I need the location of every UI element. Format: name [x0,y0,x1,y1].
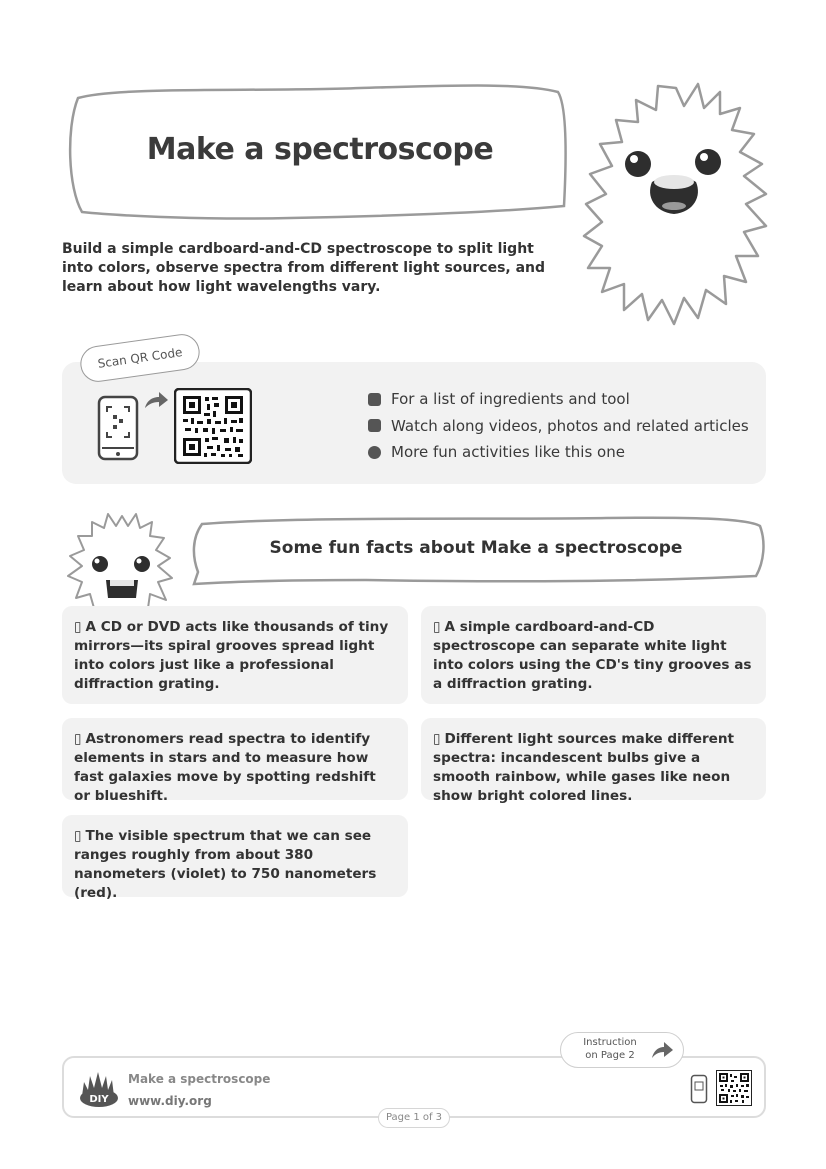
fact-text: A CD or DVD acts like thousands of tiny mirrors—its spiral grooves spread light into colors just like a professional diffraction grating. [74,619,389,692]
fact-card [62,815,408,901]
fact-card [62,606,408,704]
qr-benefit-label: Watch along videos, photos and related articles [391,416,749,435]
instruction-line-1: Instruction [583,1037,637,1048]
instruction-label [574,1036,646,1062]
diy-logo [78,1068,120,1108]
page-title: Make a spectroscope [146,132,494,167]
logo-text: DIY [89,1094,109,1105]
qr-benefit-label: For a list of ingredients and tool [391,390,630,409]
list-item [368,413,768,440]
yeti-mascot-illustration [580,78,772,326]
fact-card [421,606,766,704]
video-play-icon [368,419,381,432]
fact-card [421,718,766,804]
bullet-glyph: ▯ [433,731,441,747]
scan-qr-label: Scan QR Code [78,332,202,384]
phone-scan-icon [96,394,140,462]
fact-text: Different light sources make different spectra: incandescent bulbs give a smooth rainbow, while gases like neon show bright colored lines. [433,731,735,804]
bullet-glyph: ▯ [433,619,441,635]
facts-title: Some fun facts about Make a spectroscope [269,538,683,558]
list-icon [368,393,381,406]
qr-code-image[interactable] [174,388,252,464]
footer-url-link[interactable]: www.diy.org [128,1094,212,1108]
fact-card [62,718,408,804]
phone-scan-icon [690,1074,708,1104]
fact-text: A simple cardboard-and-CD spectroscope can separate white light into colors using the CD's tiny grooves as a diffraction grating. [433,619,752,692]
fact-text: The visible spectrum that we can see ranges roughly from about 380 nanometers (violet) to 750 nanometers (red). [74,828,377,901]
footer-project-name: Make a spectroscope [128,1072,271,1086]
arrow-right-icon [143,390,169,410]
yeti-mascot-small-illustration [66,510,178,608]
qr-benefits-list [368,386,768,466]
instruction-line-2: on Page 2 [585,1050,635,1061]
list-item [368,386,768,413]
bullet-glyph: ▯ [74,731,82,747]
qr-benefit-label: More fun activities like this one [391,443,625,462]
bullet-glyph: ▯ [74,828,82,844]
bullet-glyph: ▯ [74,619,82,635]
list-item [368,439,768,466]
smiley-icon [368,446,381,459]
intro-text: Build a simple cardboard-and-CD spectroscope to split light into colors, observe spectra from different light sources, and learn about how light wavelengths vary. [62,241,546,295]
qr-code-small-image[interactable] [716,1070,752,1106]
page-indicator: Page 1 of 3 [378,1108,450,1128]
arrow-right-icon [650,1040,674,1060]
fact-text: Astronomers read spectra to identify elements in stars and to measure how fast galaxies move by spotting redshift or blueshift. [74,731,376,804]
